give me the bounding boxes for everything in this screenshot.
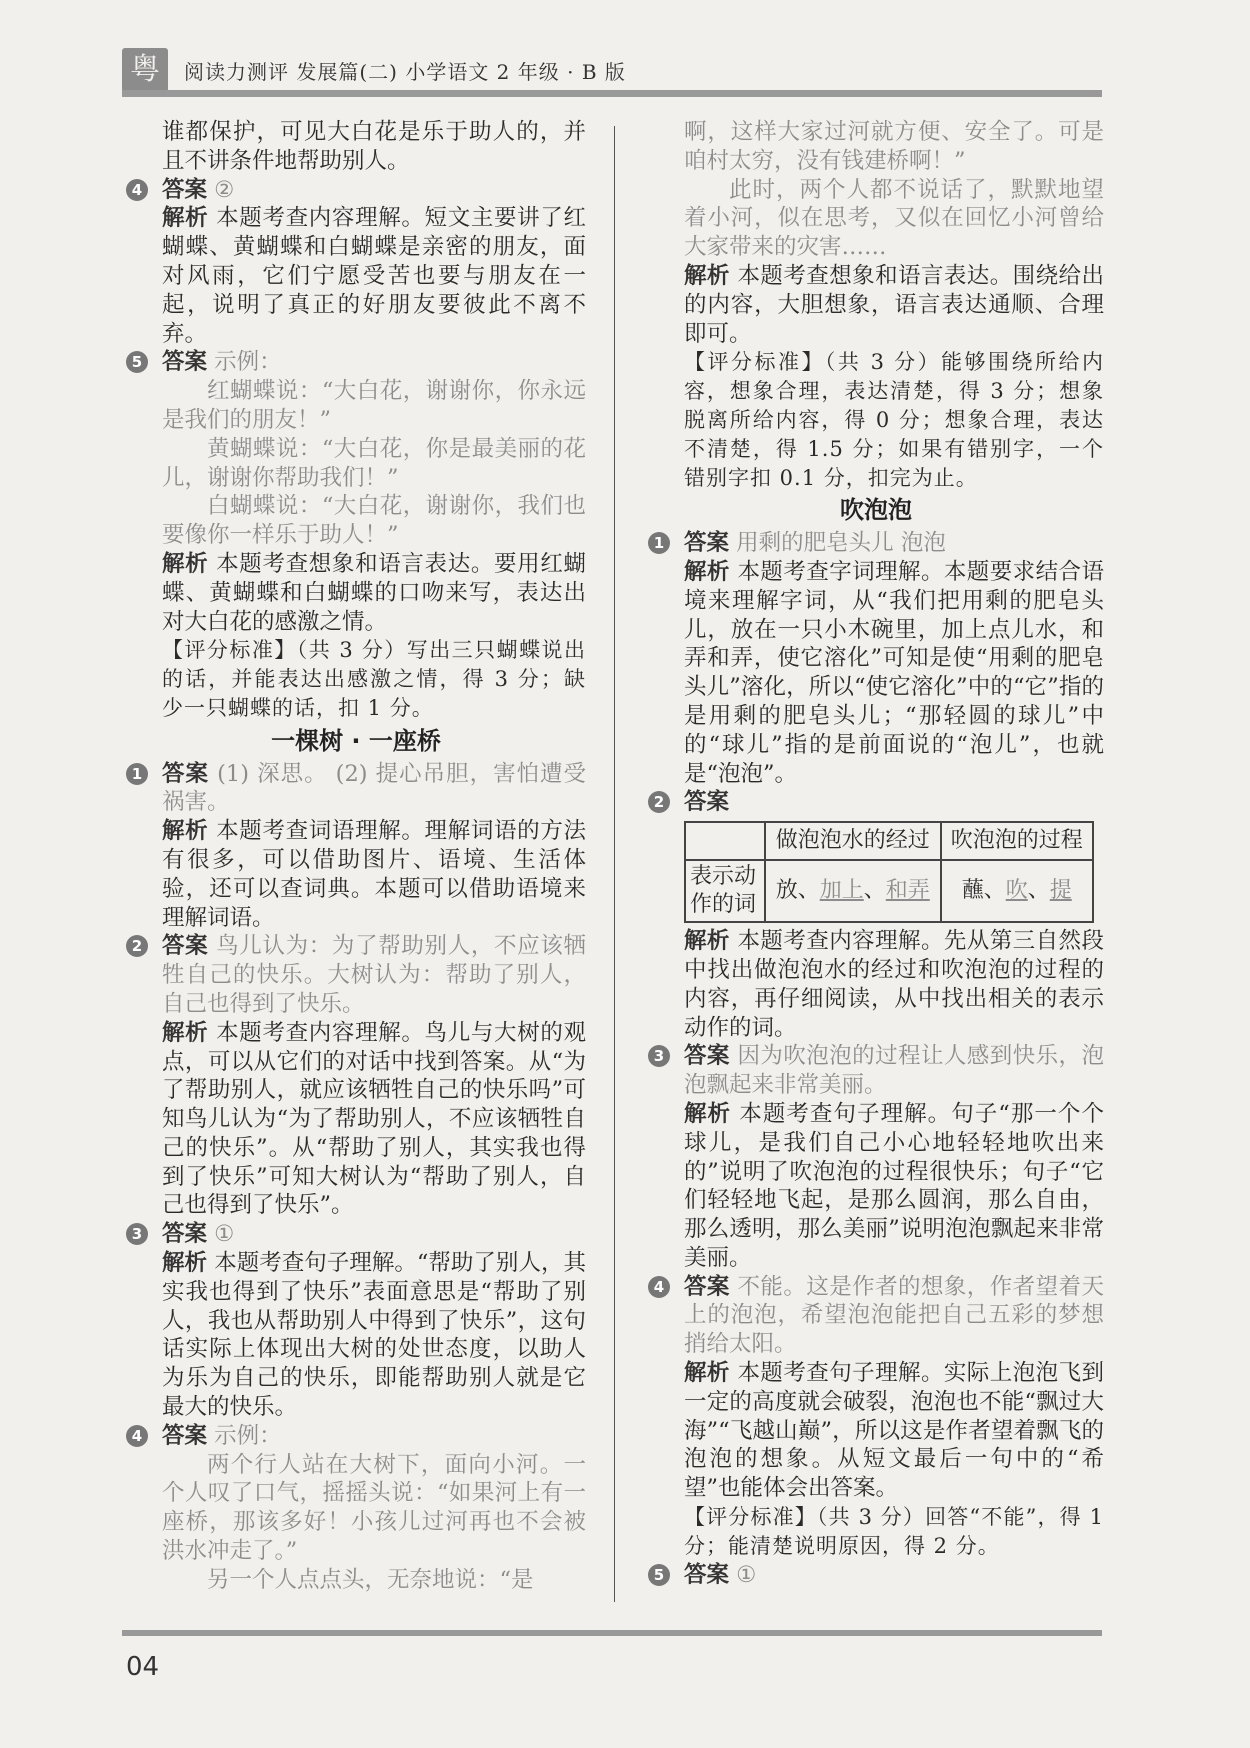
analysis-text: 本题考查句子理解。实际上泡泡飞到一定的高度就会破裂，泡泡也不能“飘过大海”“飞越山巅”，所以这是作者望着飘飞的泡泡的想象。从短文最后一句中的“希望”也能体会出答案。 <box>684 1360 1104 1502</box>
table-cell <box>941 860 1094 922</box>
analysis-label: 解析 <box>684 262 730 289</box>
answer-text: 因为吹泡泡的过程让人感到快乐，泡泡飘起来非常美丽。 <box>684 1043 1104 1099</box>
section-title: 一棵树 · 一座桥 <box>271 726 441 755</box>
cell-word: 蘸、 <box>961 878 1006 904</box>
answer-text: 用剩的肥皂头儿 泡泡 <box>736 530 946 557</box>
s3q3-block <box>648 1042 1104 1272</box>
answer-label: 答案 <box>162 176 208 203</box>
right-column <box>648 118 1104 1589</box>
action-words-table <box>684 821 1094 923</box>
answer-label: 答案 <box>162 760 209 787</box>
analysis-text: 本题考查句子理解。句子“那一个个球儿，是我们自己小心地轻轻地吹出来的”说明了吹泡泡的过程很快乐；句子“它们轻轻地飞起，是那么圆润，那么自由，那么透明，那么美丽”说明泡泡飘起来非常美丽。 <box>684 1100 1104 1271</box>
q4-block <box>126 176 586 349</box>
analysis-text: 本题考查内容理解。短文主要讲了红蝴蝶、黄蝴蝶和白蝴蝶是亲密的朋友，面对风雨，它们宁愿受苦也要与朋友在一起，说明了真正的好朋友要彼此不离不弃。 <box>162 205 586 347</box>
answer-label: 答案 <box>684 1273 730 1300</box>
section-title: 吹泡泡 <box>840 496 912 525</box>
sample-line: 啊，这样大家过河就方便、安全了。可是咱村太穷，没有钱建桥啊！” <box>684 119 1104 174</box>
header-rule <box>122 90 1102 97</box>
sample-line: 红蝴蝶说：“大白花，谢谢你，你永远是我们的朋友！” <box>162 378 586 433</box>
analysis-label: 解析 <box>162 205 209 232</box>
analysis-label: 解析 <box>162 818 209 845</box>
answer-label: 答案 <box>684 530 730 557</box>
answer-text: 不能。这是作者的想象，作者望着天上的泡泡，希望泡泡能把自己五彩的梦想捎给太阳。 <box>684 1273 1104 1358</box>
page-number: 04 <box>126 1652 160 1682</box>
table-cell <box>765 860 941 922</box>
question-number: 3 <box>648 1045 670 1067</box>
s3q2-analysis <box>648 927 1104 1042</box>
scoring-standard: 【评分标准】（共 3 分）回答“不能”，得 1 分；能清楚说明原因，得 2 分。 <box>684 1505 1104 1558</box>
s3q5-block <box>648 1561 1104 1590</box>
table-row <box>685 860 1093 922</box>
answer-label: 答案 <box>684 1043 730 1070</box>
s3q1-block <box>648 529 1104 788</box>
answer-text: 示例： <box>214 1422 282 1449</box>
cell-answer: 提 <box>1049 878 1072 904</box>
analysis-label: 解析 <box>684 1100 732 1127</box>
scoring-standard: 【评分标准】（共 3 分）能够围绕所给内容，想象合理，表达清楚，得 3 分；想象脱离所给内容，得 0 分；想象合理，表达不清楚，得 1.5 分；如果有错别字，一个错别字扣 0.1 分，扣完为止。 <box>684 350 1104 490</box>
question-number: 4 <box>126 179 148 201</box>
analysis-text: 本题考查内容理解。先从第三自然段中找出做泡泡水的经过和吹泡泡的过程的内容，再仔细阅读，从中找出相关的表示动作的词。 <box>684 928 1104 1041</box>
s3q4-block <box>648 1273 1104 1561</box>
table-header-cell: 做泡泡水的经过 <box>765 822 941 860</box>
answer-label: 答案 <box>684 789 730 816</box>
cell-answer: 加上 <box>819 878 864 904</box>
analysis-text: 本题考查想象和语言表达。围绕给出的内容，大胆想象，语言表达通顺、合理即可。 <box>684 262 1104 347</box>
question-number: 2 <box>126 935 148 957</box>
answer-text: 鸟儿认为：为了帮助别人，不应该牺牲自己的快乐。大树认为：帮助了别人，自己也得到了快乐。 <box>162 933 586 1017</box>
table-header-cell: 吹泡泡的过程 <box>941 822 1094 860</box>
answer-label: 答案 <box>162 1422 208 1449</box>
s2q4-block <box>126 1422 586 1595</box>
header-title: 阅读力测评 发展篇(二) 小学语文 2 年级 · B 版 <box>184 60 626 84</box>
answer-text: 示例： <box>214 349 282 376</box>
sample-line: 白蝴蝶说：“大白花，谢谢你，我们也要像你一样乐于助人！” <box>162 493 586 549</box>
analysis-label: 解析 <box>162 550 209 577</box>
intro-text: 谁都保护，可见大白花是乐于助人的，并且不讲条件地帮助别人。 <box>162 119 586 174</box>
analysis-text: 本题考查词语理解。理解词语的方法有很多，可以借助图片、语境、生活体验，还可以查词典。本题可以借助语境来理解词语。 <box>162 818 586 931</box>
analysis-label: 解析 <box>684 558 730 585</box>
sample-line: 此时，两个人都不说话了，默默地望着小河，似在思考，又似在回忆小河曾给大家带来的灾害…… <box>684 176 1104 261</box>
question-number: 1 <box>126 763 148 785</box>
table-header-row <box>685 822 1093 860</box>
s2q2-block <box>126 932 586 1220</box>
cell-sep: 、 <box>1027 878 1050 904</box>
analysis-text: 本题考查字词理解。本题要求结合语境来理解字词，从“我们把用剩的肥皂头儿，放在一只小木碗里，加上点儿水，和弄和弄，使它溶化”可知是使“用剩的肥皂头儿”溶化，所以“使它溶化”中的“它”指的是用剩的肥皂头儿；“那轻圆的球儿”中的“球儿”指的是前面说的“泡儿”，也就是“泡泡”。 <box>684 558 1104 787</box>
s2q1-block <box>126 760 586 933</box>
sample-line: 黄蝴蝶说：“大白花，你是最美丽的花儿，谢谢你帮助我们！” <box>162 435 586 491</box>
q5-block <box>126 348 586 722</box>
table-row-label: 表示动作的词 <box>685 860 765 922</box>
answer-label: 答案 <box>684 1561 730 1588</box>
answer-text: ① <box>214 1221 235 1248</box>
sample-line: 另一个人点点头，无奈地说：“是 <box>207 1566 534 1593</box>
sample-line: 两个行人站在大树下，面向小河。一个人叹了口气，摇摇头说：“如果河上有一座桥，那该多好！小孩儿过河再也不会被洪水冲走了。” <box>162 1451 586 1565</box>
scoring-standard: 【评分标准】（共 3 分）写出三只蝴蝶说出的话，并能表达出感激之情，得 3 分；缺少一只蝴蝶的话，扣 1 分。 <box>162 638 586 720</box>
cell-answer: 吹 <box>1005 878 1028 904</box>
analysis-label: 解析 <box>162 1250 208 1277</box>
question-number: 1 <box>648 532 670 554</box>
cell-sep: 、 <box>863 878 886 904</box>
page-header <box>122 46 1102 96</box>
question-number: 5 <box>648 1564 670 1586</box>
answer-label: 答案 <box>162 1221 208 1248</box>
question-number: 2 <box>648 791 670 813</box>
answer-label: 答案 <box>162 349 208 376</box>
analysis-label: 解析 <box>162 1019 209 1046</box>
question-number: 4 <box>648 1276 670 1298</box>
analysis-text: 本题考查想象和语言表达。要用红蝴蝶、黄蝴蝶和白蝴蝶的口吻来写，表达出对大白花的感激之情。 <box>162 550 586 635</box>
answer-text: (1) 深思。 (2) 提心吊胆，害怕遭受祸害。 <box>162 760 587 816</box>
footer-rule <box>122 1630 1102 1636</box>
analysis-text: 本题考查内容理解。鸟儿与大树的观点，可以从它们的对话中找到答案。从“为了帮助别人，就应该牺牲自己的快乐吗”可知鸟儿认为“为了帮助别人，不应该牺牲自己的快乐”。从“帮助了别人，其实我也得到了快乐”可知大树认为“帮助了别人，自己也得到了快乐”。 <box>162 1019 586 1219</box>
analysis-label: 解析 <box>684 1360 730 1387</box>
question-number: 5 <box>126 351 148 373</box>
s2q3-block <box>126 1220 586 1422</box>
continued-sample <box>648 118 1104 492</box>
book-logo: 粤 <box>122 48 168 92</box>
question-number: 3 <box>126 1223 148 1245</box>
answer-text: ② <box>214 176 235 203</box>
table-corner-cell <box>685 822 765 860</box>
column-divider <box>614 126 615 1602</box>
s3q2-block <box>648 788 1104 817</box>
answer-label: 答案 <box>162 933 209 960</box>
cell-answer: 和弄 <box>885 878 930 904</box>
answer-text: ① <box>736 1561 757 1588</box>
analysis-label: 解析 <box>684 928 730 955</box>
question-number: 4 <box>126 1425 148 1447</box>
left-column <box>126 118 586 1595</box>
analysis-text: 本题考查句子理解。“帮助了别人，其实我也得到了快乐”表面意思是“帮助了别人，我也从帮助别人中得到了快乐”，这句话实际上体现出大树的处世态度，以助人为乐为自己的快乐，即能帮助别人就是它最大的快乐。 <box>162 1250 586 1421</box>
cell-word: 放、 <box>775 878 820 904</box>
